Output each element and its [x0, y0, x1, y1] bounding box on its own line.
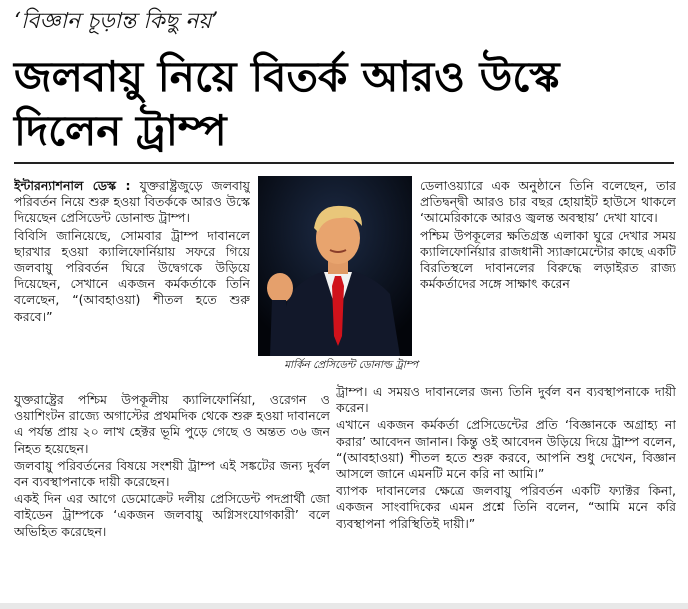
article-column-right: [420, 178, 676, 398]
paragraph: ইন্টারন্যাশনাল ডেস্ক : যুক্তরাষ্ট্রজুড়ে জলবায়ু পরিবর্তন নিয়ে শুরু হওয়া বিতর্ককে আরও উস্কে দিয়েছেন প্রেসিডেন্ট ডোনাল্ড ট্রাম্প।: [14, 178, 250, 226]
article-column-bottom-right: [336, 384, 676, 602]
paragraph: জলবায়ু পরিবর্তনের বিষয়ে সংশয়ী ট্রাম্প এই সঙ্কটের জন্য দুর্বল বন ব্যবস্থাপনাকে দায়ী করেছেন।: [14, 457, 330, 490]
page-bottom-edge: [0, 603, 688, 609]
article-headline: জলবায়ু নিয়ে বিতর্ক আরও উস্কে দিলেন ট্রাম্প: [14, 52, 560, 155]
portrait-illustration: [258, 176, 412, 356]
paragraph: ট্রাম্প। এ সময়ও দাবানলের জন্য তিনি দুর্বল বন ব্যবস্থাপনাকে দায়ী করেন।: [336, 384, 676, 416]
paragraph: বিবিসি জানিয়েছে, সোমবার ট্রাম্প দাবানলে ছারখার হওয়া ক্যালিফোর্নিয়ায় সফরে গিয়ে জলবায়ু পরিবর্তন ঘিরে উদ্বেগকে উড়িয়ে দিয়েছেন, সেখানে একজন কর্মকর্তাকে তিনি বলেছেন, “(আবহাওয়া) শীতল হতে শুরু করবে।”: [14, 227, 250, 324]
paragraph: যুক্তরাষ্ট্রের পশ্চিম উপকূলীয় ক্যালিফোর্নিয়া, ওরেগন ও ওয়াশিংটন রাজ্যে অগাস্টের প্রথমদিক থেকে শুরু হওয়া দাবানলে এ পর্যন্ত প্রায় ২০ লাখ হেক্টর ভূমি পুড়ে গেছে ও অন্তত ৩৬ জন নিহত হয়েছেন।: [14, 392, 330, 456]
paragraph: পশ্চিম উপকূলের ক্ষতিগ্রস্ত এলাকা ঘুরে দেখার সময় ক্যালিফোর্নিয়ার রাজধানী স্যাক্রামেন্টোর কাছে একটি বিরতিস্থলে দাবানলের বিরুদ্ধে লড়াইরত রাজ্য কর্মকর্তাদের সঙ্গে সাক্ষাৎ করেন: [420, 227, 676, 292]
photo-caption: মার্কিন প্রেসিডেন্ট ডোনাল্ড ট্রাম্প: [284, 359, 418, 371]
headline-rule: [14, 162, 674, 164]
paragraph: এখানে একজন কর্মকর্তা প্রেসিডেন্টের প্রতি ‘বিজ্ঞানকে অগ্রাহ্য না করার’ আবেদন জানান। কিন্তু ওই আবেদন উড়িয়ে দিয়ে ট্রাম্প বলেন, “(আবহাওয়া) শীতল হতে শুরু করবে, আপনি শুধু দেখেন, বিজ্ঞান আসলে জানে এমনটি মনে করি না আমি।”: [336, 417, 676, 482]
article-kicker: ‘বিজ্ঞান চূড়ান্ত কিছু নয়’: [14, 9, 219, 34]
trump-photo: [258, 176, 412, 356]
paragraph: ব্যাপক দাবানলের ক্ষেত্রে জলবায়ু পরিবর্তন একটি ফ্যাক্টর কিনা, একজন সাংবাদিকের এমন প্রশ্নে তিনি বলেন, “আমি মনে করি ব্যবস্থাপনা পরিস্থিতিই দায়ী।”: [336, 483, 676, 531]
paragraph: ডেলাওয়্যারে এক অনুষ্ঠানে তিনি বলেছেন, তার প্রতিদ্বন্দ্বী আরও চার বছর হোয়াইট হাউসে থাকলে ‘আমেরিকাকে আরও জ্বলন্ত অবস্থায়’ দেখা যাবে।: [420, 178, 676, 226]
article-column-bottom-left: [14, 392, 330, 602]
paragraph: একই দিন এর আগে ডেমোক্রেট দলীয় প্রেসিডেন্ট পদপ্রার্থী জো বাইডেন ট্রাম্পকে ‘একজন জলবায়ু অগ্নিসংযোগকারী’ বলে অভিহিত করেছেন।: [14, 491, 330, 539]
dateline: ইন্টারন্যাশনাল ডেস্ক :: [14, 178, 131, 193]
article-column-left: [14, 178, 250, 383]
